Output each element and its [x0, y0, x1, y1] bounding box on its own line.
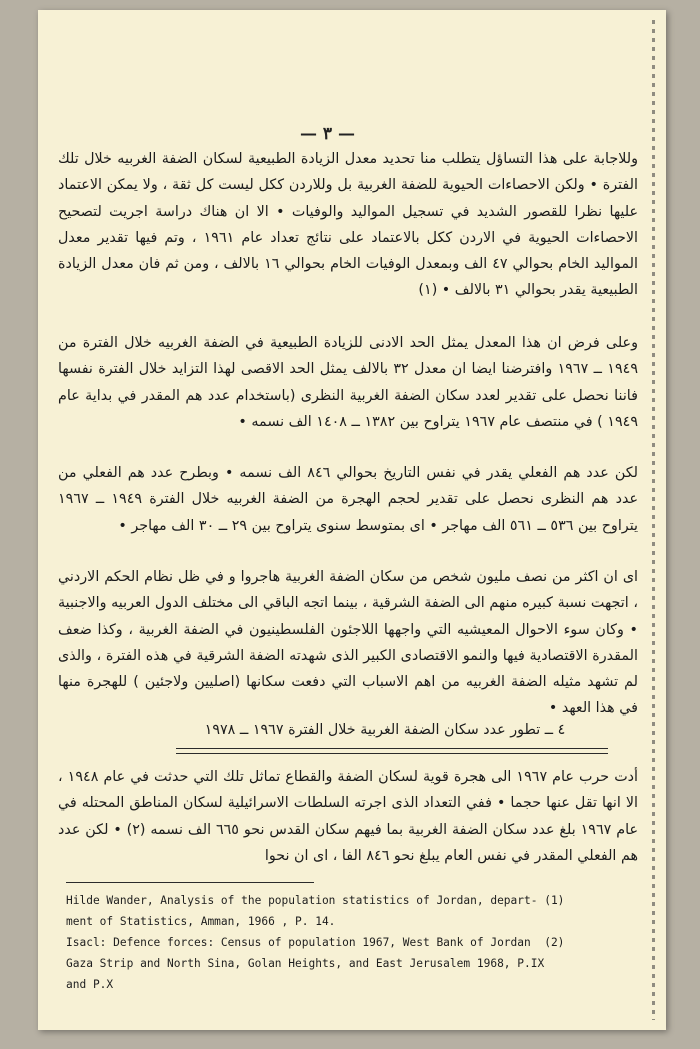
- footnote-line: Gaza Strip and North Sina, Golan Heights, and East Jerusalem 1968, P.IX: [66, 957, 545, 970]
- section-heading: ٤ ــ تطور عدد سكان الضفة الغربية خلال الفترة ١٩٦٧ ــ ١٩٧٨: [204, 722, 566, 738]
- footnote-line: ment of Statistics, Amman, 1966 , P. 14.: [66, 915, 336, 928]
- paragraph-3: لكن عدد هم الفعلي يقدر في نفس التاريخ بحوالي ٨٤٦ الف نسمه • وبطرح عدد هم الفعلي من عدد هم النظرى نحصل على تقدير لحجم الهجرة من الضفة الغربيه خلال الفترة ١٩٤٩ ــ ١٩٦٧ يتراوح بين ٥٣٦ ــ ٥٦١ الف مهاجر • اى بمتوسط سنوى يتراوح بين ٢٩ ــ ٣٠ الف مهاجر •: [58, 465, 638, 534]
- paragraph-1: وللاجابة على هذا التساؤل يتطلب منا تحديد معدل الزيادة الطبيعية لسكان الضفة الغربيه خلال تلك الفترة • ولكن الاحصاءات الحيوية للضفة الغربية بل وللاردن ككل ليست كل ثقة ، ولا يمكن الاعتماد عليها نظرا للقصور الشديد في تسجيل المواليد والوفيات • الا ان هناك دراسة اجريت لتصحيح الاحصاءات الحيوية في الاردن ككل بالاعتماد على نتائج تعداد عام ١٩٦١ ، وتم فيها تقدير معدل المواليد الخام بحوالي ٤٧ الف وبمعدل الوفيات الخام بحوالي ١٦ بالالف ، ومن ثم فان معدل الزيادة الطبيعية يقدر بحوالي ٣١ بالالف • (١): [58, 151, 638, 299]
- heading-underline: [176, 748, 608, 754]
- page-number: — ٣ —: [300, 124, 355, 144]
- footnote-rule: [66, 882, 314, 883]
- footnote-line: and P.X: [66, 978, 114, 991]
- paragraph-5: أدت حرب عام ١٩٦٧ الى هجرة قوية لسكان الضفة والقطاع تماثل تلك التي حدثت في عام ١٩٤٨ ، الا انها تقل عنها حجما • ففي التعداد الذى اجرته السلطات الاسرائيلية لسكان المناطق المحتله في عام ١٩٦٧ بلغ عدد سكان الضفة الغربية بما فيهم سكان القدس نحو ٦٦٥ الف نسمه (٢) • لكن عدد هم الفعلي المقدر في نفس العام يبلغ نحو ٨٤٦ الفا ، اى ان نحوا: [58, 769, 638, 864]
- footnote-line: Isacl: Defence forces: Census of population 1967, West Bank of Jordan (2): [66, 936, 565, 949]
- footnote-line: Hilde Wander, Analysis of the population statistics of Jordan, depart- (1): [66, 894, 565, 907]
- paragraph-4: اى ان اكثر من نصف مليون شخص من سكان الضفة الغربية هاجروا و في ظل نظام الحكم الاردني ، اتجهت نسبة كبيره منهم الى الضفة الشرقية ، بينما اتجه الباقي الى مختلف الدول العربيه والاجنبية • وكان سوء الاحوال المعيشيه التي واجهها اللاجئون الفلسطينيون في الضفة الغربية ، وكذا ضعف المقدرة الاقتصادية فيها والنمو الاقتصادى الكبير الذى شهدته الضفة الشرقية في هذه الفترة ، والذى لم تشهد مثيله الضفة الغربيه من اهم الاسباب التي دفعت سكانها (اصليين ولاجئين ) للهجرة منها في هذا العهد •: [58, 569, 638, 717]
- paragraph-2: وعلى فرض ان هذا المعدل يمثل الحد الادنى للزيادة الطبيعية في الضفة الغربيه خلال الفترة من ١٩٤٩ ــ ١٩٦٧ وافترضنا ايضا ان معدل ٣٢ بالالف يمثل الحد الاقصى لهذا التزايد خلال الفترة نفسها فاننا نحصل على تقدير لعدد سكان الضفة الغربية النظرى (باستخدام عدد هم المقدر في بداية عام ١٩٤٩ ) في منتصف عام ١٩٦٧ يتراوح بين ١٣٨٢ ــ ١٤٠٨ الف نسمه •: [58, 335, 638, 430]
- page-edge-shadow: [652, 20, 655, 1020]
